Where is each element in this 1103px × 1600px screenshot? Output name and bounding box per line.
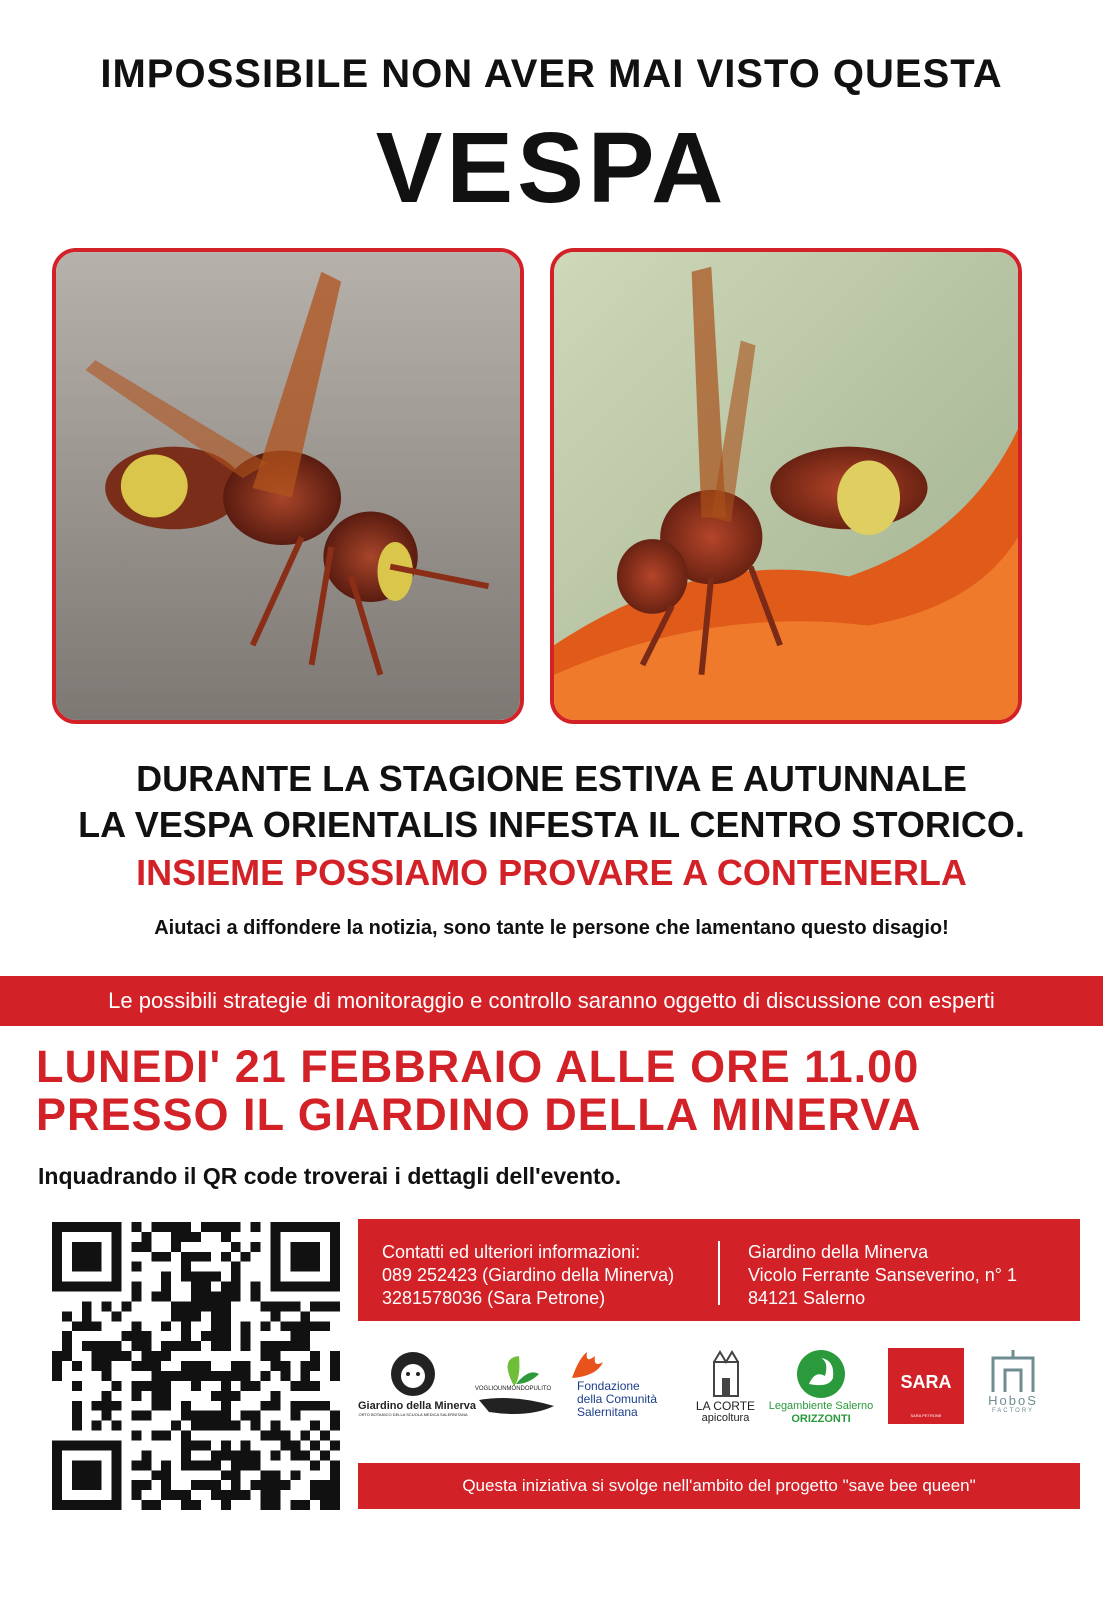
logo-la-corte	[693, 1348, 758, 1424]
phone-sara[interactable]: 3281578036 (Sara Petrone)	[382, 1288, 606, 1308]
event-location: PRESSO IL GIARDINO DELLA MINERVA	[36, 1089, 922, 1140]
hand-sprout-icon	[469, 1348, 559, 1418]
city-address: 84121 Salerno	[748, 1288, 866, 1308]
fondazione-text	[577, 1380, 693, 1419]
street-address: Vicolo Ferrante Sanseverino, n° 1	[748, 1265, 1018, 1285]
wasp-photo-left	[52, 248, 524, 724]
flame-icon	[567, 1348, 607, 1380]
logo-voglio-mondo-pulito	[468, 1348, 560, 1418]
lacorte-sublabel: apicoltura	[701, 1412, 750, 1424]
fondazione-line-1: Fondazione	[577, 1379, 640, 1393]
project-footer: Questa iniziativa si svolge nell'ambito del progetto "save bee queen"	[358, 1463, 1080, 1509]
sara-sublabel: SARA PETRONE	[910, 1413, 942, 1418]
contacts-column	[382, 1241, 674, 1310]
sara-label: SARA	[900, 1372, 952, 1392]
fondazione-line-3: Salernitana	[577, 1405, 638, 1419]
logo-legambiente	[760, 1348, 882, 1426]
lacorte-label: LA CORTE	[695, 1399, 756, 1413]
sara-square-icon	[888, 1348, 964, 1424]
event-date: LUNEDI' 21 FEBBRAIO ALLE ORE 11.00	[36, 1041, 920, 1092]
contacts-heading: Contatti ed ulteriori informazioni:	[382, 1242, 641, 1262]
fondazione-line-2: della Comunità	[577, 1392, 658, 1406]
castle-icon	[706, 1348, 746, 1400]
legambiente-sublabel: ORIZZONTI	[791, 1413, 851, 1425]
logo-giardino-minerva	[358, 1348, 476, 1417]
voglio-label: VOGLIOUNMONDOPULITO	[474, 1386, 552, 1392]
minerva-sublabel: ORTO BOTANICO DELLA SCUOLA MEDICA SALERNITANA	[358, 1412, 468, 1417]
wasp-on-ground-image	[56, 252, 520, 720]
place-name: Giardino della Minerva	[748, 1242, 929, 1262]
legambiente-label: Legambiente Salerno	[768, 1400, 874, 1412]
body-line-3-highlight: INSIEME POSSIAMO PROVARE A CONTENERLA	[136, 852, 967, 893]
hobos-gate-icon	[985, 1348, 1041, 1394]
logo-hobos	[976, 1348, 1050, 1414]
phone-minerva[interactable]: 089 252423 (Giardino della Minerva)	[382, 1265, 675, 1285]
minerva-head-icon	[388, 1348, 438, 1400]
swan-icon	[795, 1348, 847, 1400]
hobos-sublabel: FACTORY	[991, 1408, 1035, 1414]
qr-hint: Inquadrando il QR code troverai i dettagli dell'evento.	[38, 1163, 622, 1189]
qr-code[interactable]	[52, 1222, 340, 1510]
contact-divider	[718, 1241, 720, 1305]
headline-top: IMPOSSIBILE NON AVER MAI VISTO QUESTA	[100, 52, 1003, 96]
contact-box	[358, 1219, 1080, 1321]
logo-fondazione	[563, 1348, 693, 1419]
headline-vespa: VESPA	[375, 112, 728, 224]
wasp-photo-right	[550, 248, 1022, 724]
hobos-label: HobοS	[988, 1393, 1038, 1408]
address-column	[748, 1241, 1017, 1310]
sponsor-logos	[358, 1348, 1080, 1448]
minerva-label: Giardino della Minerva	[358, 1400, 476, 1412]
body-line-1: DURANTE LA STAGIONE ESTIVA E AUTUNNALE	[136, 758, 967, 799]
logo-sara	[888, 1348, 966, 1424]
help-message: Aiutaci a diffondere la notizia, sono tante le persone che lamentano questo disagio!	[154, 917, 949, 939]
body-line-2: LA VESPA ORIENTALIS INFESTA IL CENTRO STORICO.	[78, 804, 1025, 845]
discussion-banner: Le possibili strategie di monitoraggio e controllo saranno oggetto di discussione con esperti	[0, 976, 1103, 1026]
wasp-on-fruit-image	[554, 252, 1018, 720]
